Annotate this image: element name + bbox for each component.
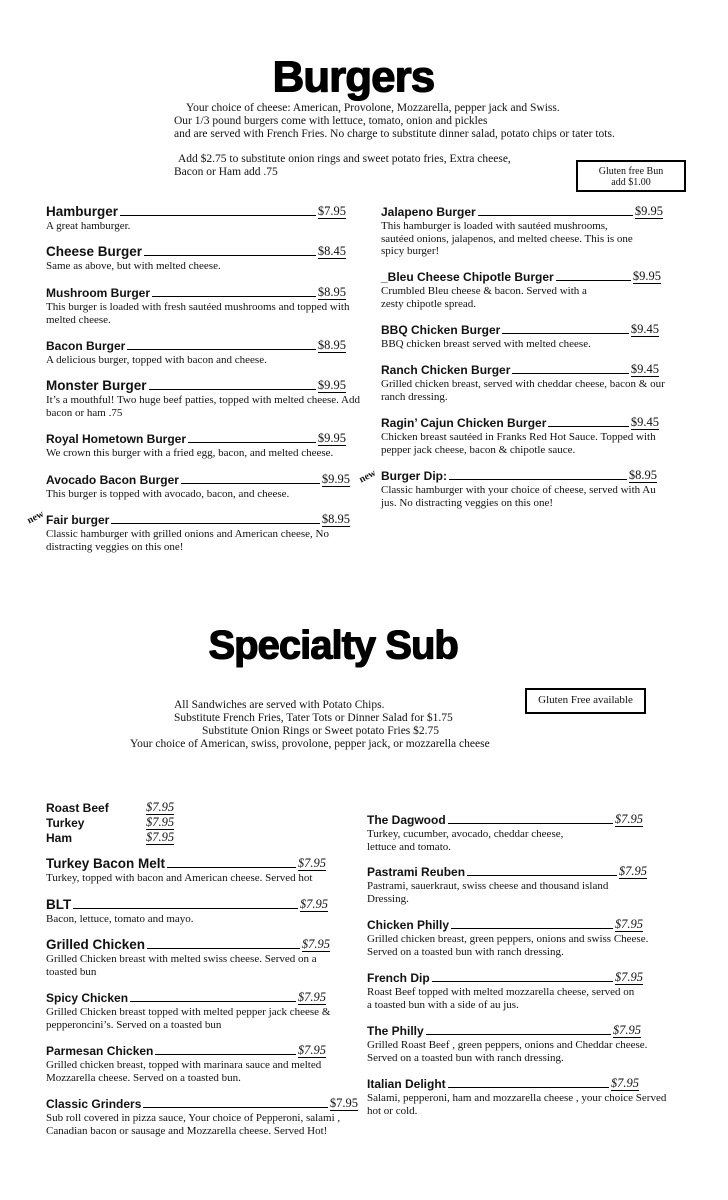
menu-item-fair-burger <box>46 511 350 553</box>
item-name: Chicken Philly <box>367 918 450 932</box>
intro-line: and are served with French Fries. No charge to substitute dinner salad, potato chips or tater tots. <box>174 128 615 140</box>
menu-item-the-dagwood <box>367 811 643 853</box>
item-description: This burger is topped with avocado, bacon, and cheese. <box>46 488 290 500</box>
item-name: Cheese Burger <box>46 244 143 259</box>
item-description: Grilled chicken breast, green peppers, onions and swiss Cheese. Served on a toasted bun with ranch dressing. <box>367 933 649 958</box>
item-name: The Dagwood <box>367 813 446 827</box>
menu-item-bleu-cheese-chipotle-burger <box>381 268 661 310</box>
item-description: Turkey, topped with bacon and American cheese. Served hot <box>46 872 313 884</box>
item-price: $9.45 <box>630 362 659 376</box>
item-description: A great hamburger. <box>46 220 131 232</box>
menu-item-hamburger <box>46 203 346 233</box>
item-description: Bacon, lettuce, tomato and mayo. <box>46 913 194 925</box>
item-price: $8.95 <box>628 468 657 482</box>
item-description: Roast Beef topped with melted mozzarella cheese, served on a toasted bun with a side of au jus. <box>367 986 635 1011</box>
menu-item-monster-burger <box>46 377 366 419</box>
item-description: Grilled chicken breast, topped with marinara sauce and melted Mozzarella cheese. Served on a toasted bun. <box>46 1059 322 1084</box>
item-name: Parmesan Chicken <box>46 1044 154 1058</box>
item-description: A delicious burger, topped with bacon and cheese. <box>46 354 267 366</box>
menu-item-the-philly <box>367 1022 648 1064</box>
item-name: Royal Hometown Burger <box>46 432 187 446</box>
item-description: This hamburger is loaded with sautéed mushrooms, sautéed onions, jalapenos, and melted cheese. This is one spicy burger! <box>381 220 633 257</box>
item-name: _Bleu Cheese Chipotle Burger <box>381 270 554 284</box>
item-name: French Dip <box>367 971 430 985</box>
plain-subs-list <box>46 800 174 845</box>
item-name: Classic Grinders <box>46 1097 142 1111</box>
item-price: $7.95 <box>618 864 647 878</box>
item-description: Grilled Roast Beef , green peppers, onions and Cheddar cheese. Served on a toasted bun with ranch dressing. <box>367 1039 648 1064</box>
item-price: $9.95 <box>317 431 346 445</box>
item-name: Burger Dip: <box>381 469 447 483</box>
menu-item-classic-grinders <box>46 1095 358 1137</box>
item-description: Grilled Chicken breast with melted swiss cheese. Served on a toasted bun <box>46 953 317 978</box>
intro-line: Your choice of cheese: American, Provolone, Mozzarella, pepper jack and Swiss. <box>186 102 560 114</box>
item-name: Jalapeno Burger <box>381 205 476 219</box>
item-price: $7.95 <box>614 970 643 984</box>
item-price: $8.45 <box>317 244 346 258</box>
item-description: Chicken breast sautéed in Franks Red Hot Sauce. Topped with pepper jack cheese, bacon & chipotle sauce. <box>381 431 656 456</box>
menu-item-pastrami-reuben <box>367 863 647 905</box>
item-name: Ragin’ Cajun Chicken Burger <box>381 416 547 430</box>
item-price: $7.95 <box>610 1076 639 1090</box>
item-description: We crown this burger with a fried egg, bacon, and melted cheese. <box>46 447 334 459</box>
item-price: $7.95 <box>297 1043 326 1057</box>
menu-item-cheese-burger <box>46 243 346 273</box>
item-name: Fair burger <box>46 513 110 527</box>
item-price: $7.95 <box>146 830 175 844</box>
menu-item-bbq-chicken-burger <box>381 321 659 351</box>
intro-line: Your choice of American, swiss, provolone, pepper jack, or mozzarella cheese <box>130 738 490 750</box>
item-price: $9.95 <box>317 378 346 392</box>
menu-item-burger-dip <box>381 467 657 509</box>
item-price: $7.95 <box>614 917 643 931</box>
item-name: Bacon Burger <box>46 339 126 353</box>
burgers-title: Burgers <box>272 52 434 101</box>
intro-line: Substitute French Fries, Tater Tots or Dinner Salad for $1.75 <box>174 712 453 724</box>
menu-item-chicken-philly <box>367 916 649 958</box>
menu-item-french-dip <box>367 969 643 1011</box>
menu-item-italian-delight <box>367 1075 667 1117</box>
item-price: $9.45 <box>630 322 659 336</box>
addon-line: Bacon or Ham add .75 <box>174 166 278 178</box>
menu-item-bacon-burger <box>46 337 346 367</box>
item-price: $8.95 <box>321 512 350 526</box>
menu-item-parmesan-chicken <box>46 1042 326 1084</box>
item-price: $7.95 <box>614 812 643 826</box>
item-name: Ranch Chicken Burger <box>381 363 511 377</box>
item-price: $9.95 <box>632 269 661 283</box>
item-name: Ham <box>46 831 73 845</box>
menu-item-jalapeno-burger <box>381 203 663 258</box>
plain-sub-item <box>46 800 174 815</box>
item-price: $7.95 <box>146 815 175 829</box>
menu-item-turkey-bacon-melt <box>46 855 326 885</box>
item-price: $7.95 <box>299 897 328 911</box>
menu-item-blt <box>46 896 328 926</box>
item-price: $8.95 <box>317 285 346 299</box>
item-name: BBQ Chicken Burger <box>381 323 501 337</box>
intro-line: Our 1/3 pound burgers come with lettuce, tomato, onion and pickles <box>174 115 488 127</box>
item-name: Mushroom Burger <box>46 286 151 300</box>
item-name: Turkey <box>46 816 85 830</box>
subs-intro <box>130 699 490 751</box>
item-description: Grilled Chicken breast topped with melted pepper jack cheese & pepperoncini’s. Served on a toasted bun <box>46 1006 331 1031</box>
item-name: Italian Delight <box>367 1077 446 1091</box>
item-price: $7.95 <box>317 204 346 218</box>
item-price: $7.95 <box>612 1023 641 1037</box>
intro-line: All Sandwiches are served with Potato Chips. <box>174 699 385 711</box>
item-description: BBQ chicken breast served with melted cheese. <box>381 338 591 350</box>
menu-item-avocado-bacon-burger <box>46 471 350 501</box>
burgers-intro <box>174 102 615 141</box>
item-price: $9.95 <box>321 472 350 486</box>
item-name: Turkey Bacon Melt <box>46 856 166 871</box>
item-price: $7.95 <box>329 1096 358 1110</box>
new-tag: new <box>357 467 378 486</box>
addon-line: Add $2.75 to substitute onion rings and sweet potato fries, Extra cheese, <box>178 153 511 165</box>
menu-item-spicy-chicken <box>46 989 331 1031</box>
item-description: Sub roll covered in pizza sauce, Your choice of Pepperoni, salami , Canadian bacon or sausage and Mozzarella cheese. Served Hot! <box>46 1112 341 1137</box>
item-name: BLT <box>46 897 72 912</box>
item-description: Classic hamburger with your choice of cheese, served with Au jus. No distracting veggies on this one! <box>381 484 656 509</box>
gluten-free-bun-box <box>576 160 686 192</box>
item-name: Roast Beef <box>46 801 109 815</box>
item-description: Turkey, cucumber, avocado, cheddar cheese, lettuce and tomato. <box>367 828 564 853</box>
item-price: $7.95 <box>146 800 175 814</box>
item-name: The Philly <box>367 1024 424 1038</box>
item-price: $7.95 <box>301 937 330 951</box>
item-price: $7.95 <box>297 856 326 870</box>
box-line: Gluten free Bun <box>598 166 664 177</box>
menu-item-ranch-chicken-burger <box>381 361 665 403</box>
plain-sub-item <box>46 830 174 845</box>
item-name: Grilled Chicken <box>46 937 146 952</box>
item-name: Pastrami Reuben <box>367 865 466 879</box>
item-price: $9.45 <box>630 415 659 429</box>
box-line: add $1.00 <box>611 177 651 188</box>
item-description: Crumbled Bleu cheese & bacon. Served with a zesty chipotle spread. <box>381 285 587 310</box>
item-price: $9.95 <box>634 204 663 218</box>
item-name: Hamburger <box>46 204 119 219</box>
item-description: Pastrami, sauerkraut, swiss cheese and thousand island Dressing. <box>367 880 609 905</box>
item-description: Grilled chicken breast, served with cheddar cheese, bacon & our ranch dressing. <box>381 378 665 403</box>
burgers-addons <box>174 153 511 179</box>
item-description: Salami, pepperoni, ham and mozzarella cheese , your choice Served hot or cold. <box>367 1092 667 1117</box>
item-description: It’s a mouthful! Two huge beef patties, topped with melted cheese. Add bacon or ham .75 <box>46 394 360 419</box>
item-description: This burger is loaded with fresh sautéed mushrooms and topped with melted cheese. <box>46 301 350 326</box>
intro-line: Substitute Onion Rings or Sweet potato Fries $2.75 <box>202 725 440 737</box>
gluten-free-available-box: Gluten Free available <box>525 688 646 714</box>
menu-item-ragin-cajun-chicken-burger <box>381 414 659 456</box>
item-description: Classic hamburger with grilled onions and American cheese, No distracting veggies on this one! <box>46 528 329 553</box>
plain-sub-item <box>46 815 174 830</box>
item-description: Same as above, but with melted cheese. <box>46 260 221 272</box>
item-name: Avocado Bacon Burger <box>46 473 179 487</box>
item-name: Monster Burger <box>46 378 147 393</box>
menu-item-grilled-chicken <box>46 936 330 978</box>
item-price: $8.95 <box>317 338 346 352</box>
specialty-sub-title: Specialty Sub <box>208 623 458 667</box>
menu-item-mushroom-burger <box>46 284 364 326</box>
new-tag: new <box>25 508 46 527</box>
menu-item-royal-hometown-burger <box>46 430 364 460</box>
item-name: Spicy Chicken <box>46 991 129 1005</box>
item-price: $7.95 <box>297 990 326 1004</box>
